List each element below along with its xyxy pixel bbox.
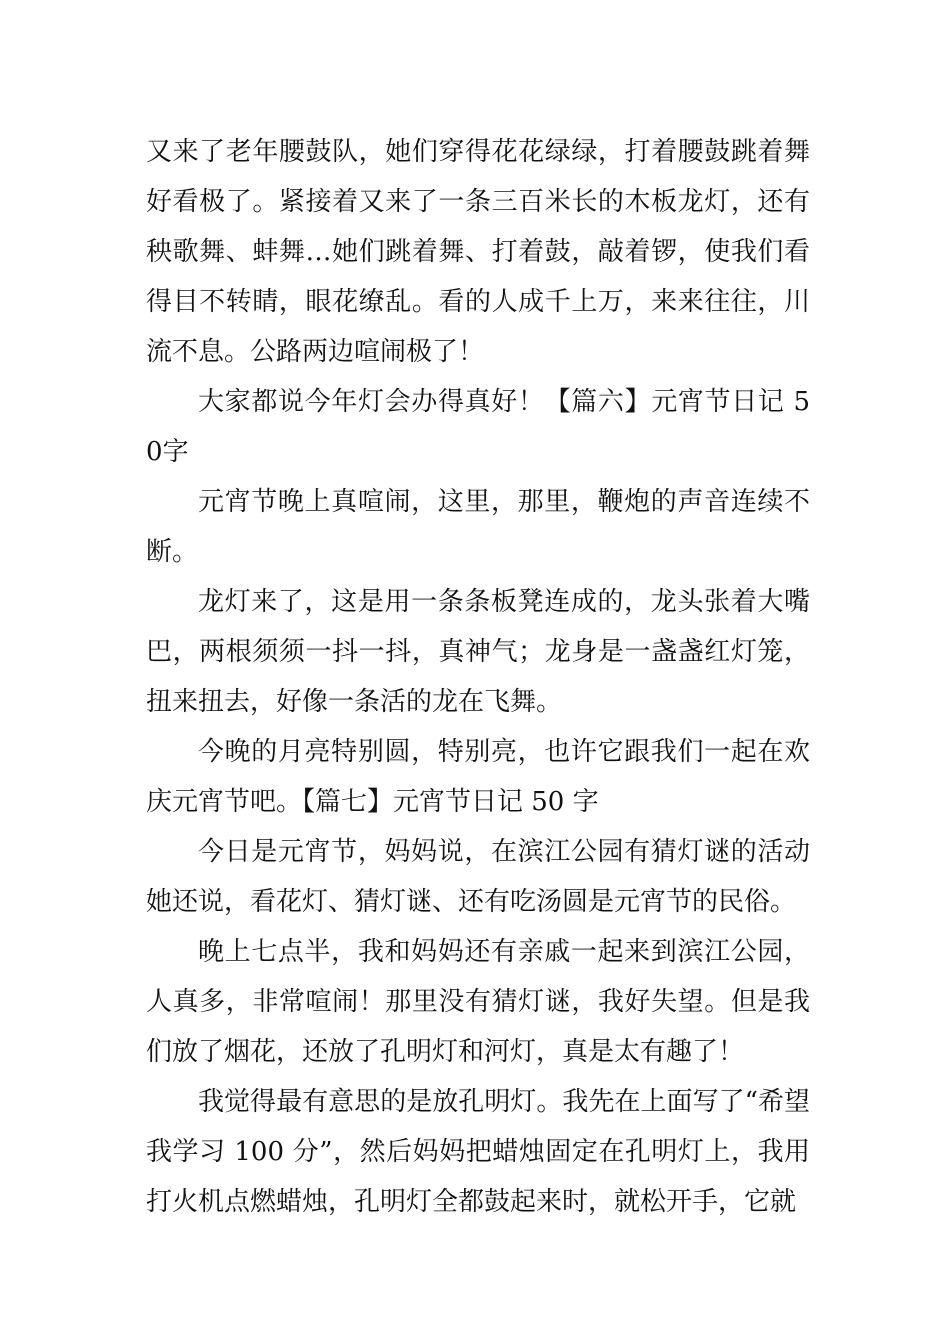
paragraph-4: 龙灯来了，这是用一条条板凳连成的，龙头张着大嘴巴，两根须须一抖一抖，真神气；龙身是一盏盏红灯笼，扭来扭去，好像一条活的龙在飞舞。	[146, 587, 810, 717]
paragraph-6: 今日是元宵节，妈妈说，在滨江公园有猜灯谜的活动她还说，看花灯、猜灯谜、还有吃汤圆是元宵节的民俗。	[146, 837, 810, 917]
paragraph-1: 又来了老年腰鼓队，她们穿得花花绿绿，打着腰鼓跳着舞好看极了。紧接着又来了一条三百米长的木板龙灯，还有秧歌舞、蚌舞…她们跳着舞、打着鼓，敲着锣，使我们看得目不转睛，眼花缭乱。看的人成千上万，来来往往，川流不息。公路两边喧闹极了！	[146, 137, 810, 367]
paragraph-2: 大家都说今年灯会办得真好！【篇六】元宵节日记 50字	[146, 387, 810, 467]
paragraph-8: 我觉得最有意思的是放孔明灯。我先在上面写了“希望我学习 100 分”，然后妈妈把蜡烛固定在孔明灯上，我用打火机点燃蜡烛，孔明灯全都鼓起来时，就松开手，它就	[146, 1087, 810, 1217]
paragraph-7: 晚上七点半，我和妈妈还有亲戚一起来到滨江公园，人真多，非常喧闹！那里没有猜灯谜，我好失望。但是我们放了烟花，还放了孔明灯和河灯，真是太有趣了！	[146, 937, 810, 1067]
paragraph-5: 今晚的月亮特别圆，特别亮，也许它跟我们一起在欢庆元宵节吧。【篇七】元宵节日记 50 字	[146, 737, 810, 817]
document-page	[146, 127, 810, 1227]
paragraph-3: 元宵节晚上真喧闹，这里，那里，鞭炮的声音连续不断。	[146, 487, 810, 567]
